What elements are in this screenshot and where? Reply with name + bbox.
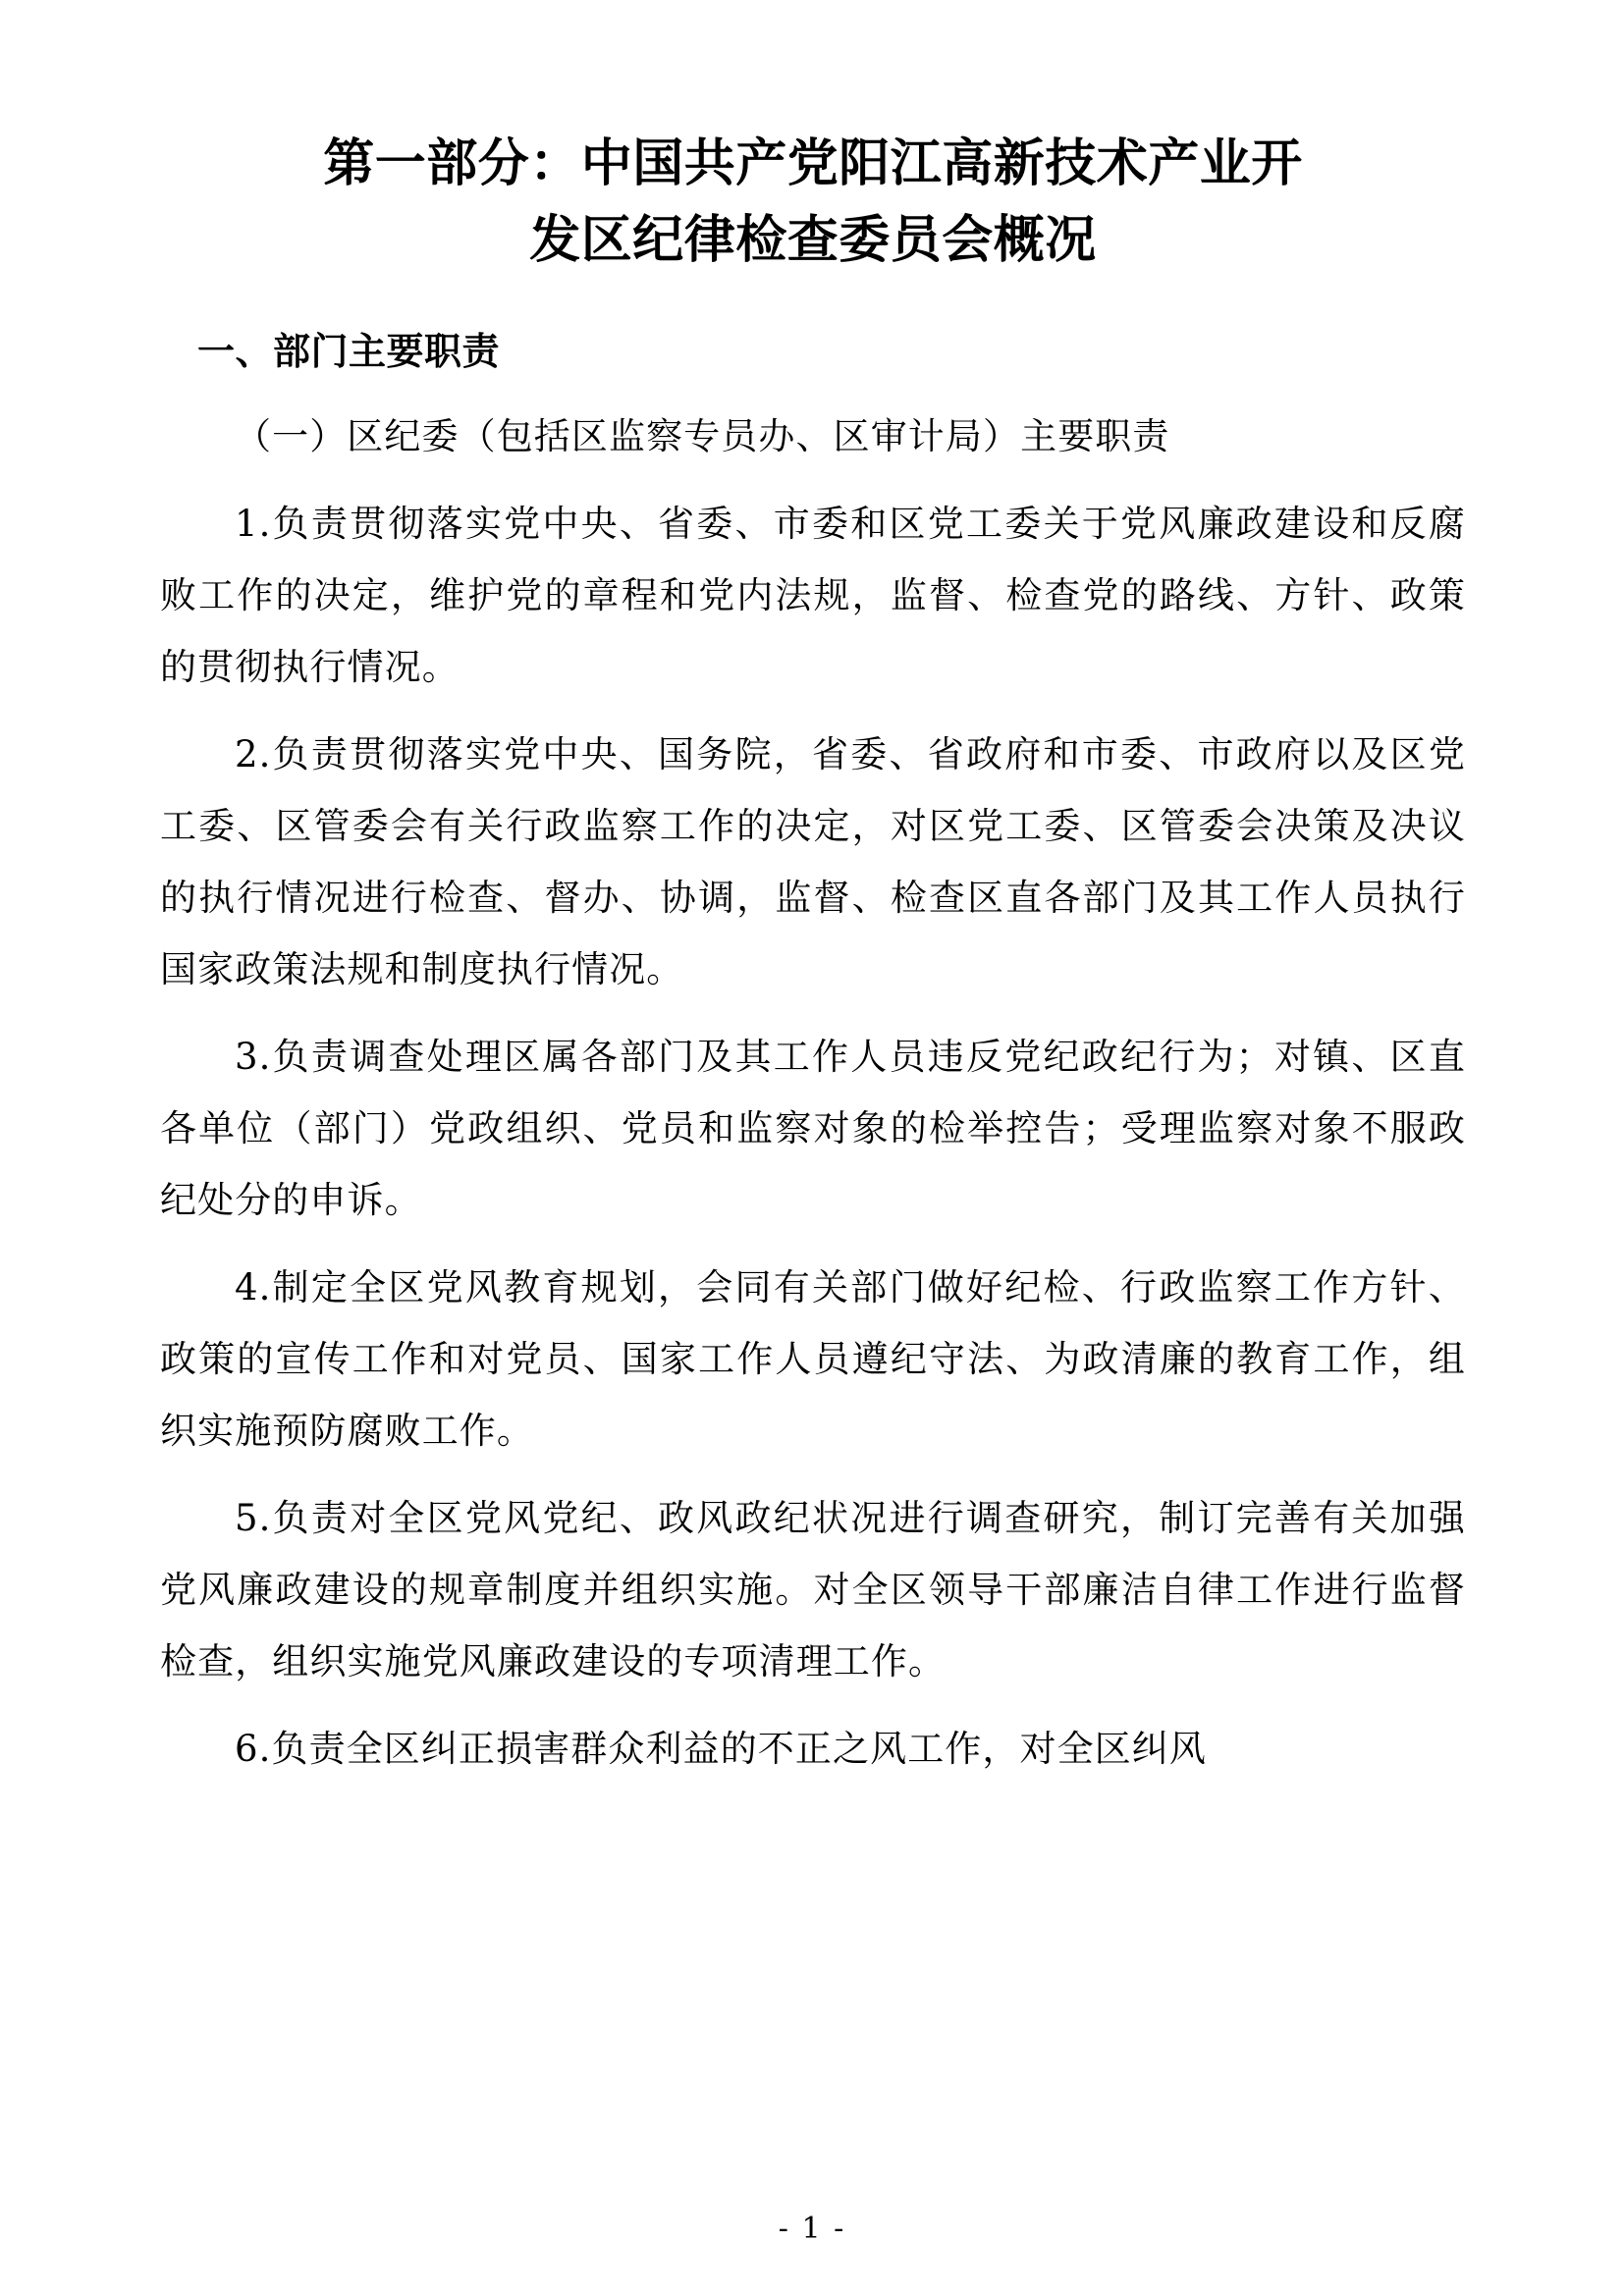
subsection-heading: （一）区纪委（包括区监察专员办、区审计局）主要职责 [235,415,1170,457]
page-content [160,0,1466,1785]
duty-item-6: 6.负责全区纠正损害群众利益的不正之风工作，对全区纠风 [235,1728,1207,1770]
section-heading: 一、部门主要职责 [197,330,501,373]
duty-item-3: 3.负责调查处理区属各部门及其工作人员违反党纪政纪行为；对镇、区直各单位（部门）党政组织、党员和监察对象的检举控告；受理监察对象不服政纪处分的申诉。 [160,1036,1466,1221]
duty-item-1: 1.负责贯彻落实党中央、省委、市委和区党工委关于党风廉政建设和反腐败工作的决定，维护党的章程和党内法规，监督、检查党的路线、方针、政策的贯彻执行情况。 [160,503,1466,688]
page-title [160,0,1466,279]
duty-item-4: 4.制定全区党风教育规划，会同有关部门做好纪检、行政监察工作方针、政策的宣传工作和对党员、国家工作人员遵纪守法、为政清廉的教育工作，组织实施预防腐败工作。 [160,1266,1466,1452]
duty-item-5: 5.负责对全区党风党纪、政风政纪状况进行调查研究，制订完善有关加强党风廉政建设的规章制度并组织实施。对全区领导干部廉洁自律工作进行监督检查，组织实施党风廉政建设的专项清理工作。 [160,1497,1466,1682]
page-number: - 1 - [778,2212,846,2246]
page-title-line-1: 第一部分：中国共产党阳江高新技术产业开 [323,134,1303,193]
page-title-line-2: 发区纪律检查委员会概况 [529,211,1097,270]
duty-item-2: 2.负责贯彻落实党中央、国务院，省委、省政府和市委、市政府以及区党工委、区管委会有关行政监察工作的决定，对区党工委、区管委会决策及决议的执行情况进行检查、督办、协调，监督、检查区直各部门及其工作人员执行国家政策法规和制度执行情况。 [160,733,1466,990]
